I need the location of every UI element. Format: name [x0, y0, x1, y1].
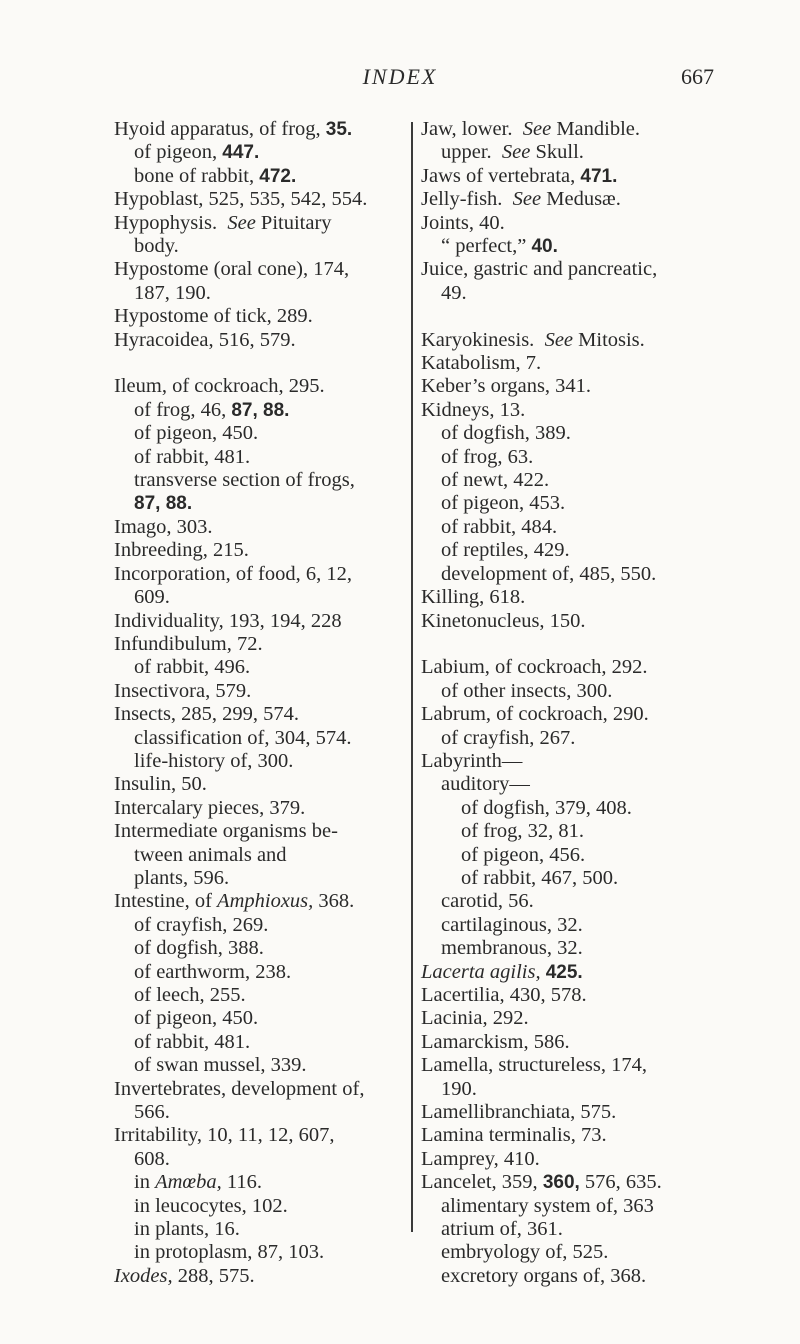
entry-text: Medusæ. [541, 188, 621, 211]
bold-page-ref: 87, 88. [134, 493, 193, 515]
italic-text: Lacerta agilis, [421, 960, 541, 983]
index-entry [421, 1054, 721, 1077]
index-entry [421, 352, 721, 375]
entry-text: of frog, 46, [134, 398, 232, 421]
entry-text: Kidneys, 13. [421, 398, 526, 421]
entry-text: Killing, 618. [421, 586, 526, 609]
entry-text: Jaws of vertebrata, [421, 164, 581, 187]
index-subentry [114, 165, 410, 188]
index-subentry [421, 1218, 721, 1241]
entry-text: of crayfish, 269. [134, 913, 269, 936]
index-entry [114, 680, 410, 703]
entry-text: bone of rabbit, [134, 164, 260, 187]
index-entry [421, 399, 721, 422]
index-entry [421, 212, 721, 235]
index-subentry [114, 446, 410, 469]
index-entry [114, 773, 410, 796]
entry-text: Imago, 303. [114, 515, 213, 538]
index-subentry [421, 1078, 721, 1101]
index-entry [421, 1148, 721, 1171]
entry-text: Labrum, of cockroach, 290. [421, 703, 649, 726]
entry-text: plants, 596. [134, 866, 230, 889]
entry-text: 288, 575. [172, 1264, 255, 1287]
index-entry [114, 329, 410, 352]
entry-text: “ perfect,” [441, 235, 532, 258]
entry-text: 609. [134, 586, 170, 609]
index-subentry [421, 492, 721, 515]
entry-text: Hypostome (oral cone), 174, [114, 258, 350, 281]
entry-text: Intercalary pieces, 379. [114, 796, 306, 819]
index-subentry [114, 282, 410, 305]
entry-text: life-history of, 300. [134, 749, 294, 772]
index-subentry [114, 235, 410, 258]
index-entry [421, 610, 721, 633]
entry-text: 187, 190. [134, 281, 211, 304]
entry-text: Inbreeding, 215. [114, 539, 249, 562]
bold-page-ref: 40. [531, 236, 558, 258]
index-entry [114, 633, 410, 656]
index-entry [421, 961, 721, 984]
entry-text: Lamprey, 410. [421, 1147, 540, 1170]
entry-text: of leech, 255. [134, 984, 246, 1007]
entry-text: of swan mussel, 339. [134, 1054, 307, 1077]
entry-text: of other insects, 300. [441, 679, 613, 702]
index-subentry [421, 563, 721, 586]
entry-text: Incorporation, of food, 6, 12, [114, 562, 352, 585]
italic-text: See [227, 211, 256, 234]
bold-page-ref: 35. [325, 119, 353, 140]
index-column-right [421, 118, 721, 1288]
index-entry [421, 1031, 721, 1054]
entry-text: Lamina terminalis, 73. [421, 1124, 607, 1147]
entry-text: Kinetonucleus, 150. [421, 609, 586, 632]
entry-text: 576, 635. [579, 1171, 662, 1194]
entry-text: of dogfish, 388. [134, 937, 264, 960]
index-subentry [114, 1031, 410, 1054]
bold-page-ref: 425. [545, 961, 583, 983]
index-subentry [421, 1241, 721, 1264]
entry-text: Lacertilia, 430, 578. [421, 984, 587, 1006]
index-entry [421, 1124, 721, 1147]
entry-text: Insulin, 50. [114, 773, 207, 796]
entry-text: Mitosis. [573, 328, 645, 351]
entry-text: auditory— [441, 773, 530, 796]
entry-text: Hypophysis. [114, 211, 228, 234]
entry-text: Mandible. [551, 118, 641, 140]
index-entry [421, 984, 721, 1007]
entry-text: of rabbit, 496. [134, 656, 251, 679]
section-gap [114, 352, 410, 375]
index-subentry [421, 914, 721, 937]
index-entry [114, 539, 410, 562]
bold-page-ref: 87, 88. [231, 399, 290, 421]
index-subentry [114, 399, 410, 422]
index-subentry [114, 1241, 410, 1264]
bold-page-ref: 472. [259, 165, 297, 187]
entry-text: Labium, of cockroach, 292. [421, 656, 648, 679]
italic-text: Amœba, [155, 1171, 222, 1194]
bold-page-ref: 471. [580, 165, 618, 187]
entry-text: cartilaginous, 32. [441, 913, 583, 936]
page-number: 667 [681, 64, 714, 89]
entry-text: body. [134, 235, 179, 258]
entry-text: Individuality, 193, 194, 228 [114, 609, 342, 632]
index-entry [114, 258, 410, 281]
bold-page-ref: 447. [222, 142, 260, 164]
entry-text: of dogfish, 389. [441, 422, 571, 445]
index-subentry [114, 914, 410, 937]
index-column-left [114, 118, 410, 1288]
index-subentry [114, 1054, 410, 1077]
entry-text: in leucocytes, 102. [134, 1194, 288, 1217]
index-entry [421, 750, 721, 773]
index-entry [421, 375, 721, 398]
entry-text: carotid, 56. [441, 890, 534, 913]
entry-text: Joints, 40. [421, 211, 505, 234]
italic-text: See [501, 141, 531, 164]
entry-text: of pigeon, [134, 141, 223, 164]
column-divider [411, 122, 413, 1232]
entry-text: Insects, 285, 299, 574. [114, 703, 300, 726]
index-subentry [114, 656, 410, 679]
index-subentry [114, 492, 410, 515]
index-entry [114, 703, 410, 726]
index-subentry [421, 422, 721, 445]
index-entry [114, 118, 410, 141]
index-entry [421, 1101, 721, 1124]
index-subentry [114, 1195, 410, 1218]
index-entry [114, 563, 410, 586]
index-subentry [114, 1148, 410, 1171]
entry-text: 608. [134, 1147, 170, 1170]
index-subentry [421, 446, 721, 469]
entry-text: in [134, 1171, 156, 1194]
entry-text: Lancelet, 359, [421, 1171, 543, 1194]
index-subentry [421, 680, 721, 703]
index-subentry [421, 797, 721, 820]
entry-text: of crayfish, 267. [441, 726, 576, 749]
entry-text: Lamarckism, 586. [421, 1030, 570, 1053]
italic-text: See [522, 118, 552, 140]
index-subentry [114, 1218, 410, 1241]
index-subentry [421, 773, 721, 796]
section-gap [421, 633, 721, 656]
entry-text: Jaw, lower. [421, 118, 523, 140]
index-entry [421, 586, 721, 609]
entry-text: Intestine, of [114, 890, 218, 913]
index-entry [421, 656, 721, 679]
index-entry [421, 1007, 721, 1030]
index-entry [421, 118, 721, 141]
entry-text: Hyracoidea, 516, 579. [114, 328, 296, 351]
index-subentry [114, 1101, 410, 1124]
italic-text: See [544, 328, 574, 351]
entry-text: upper. [441, 141, 502, 164]
index-entry [421, 1171, 721, 1194]
index-subentry [421, 141, 721, 164]
entry-text: membranous, 32. [441, 937, 583, 960]
entry-text: of pigeon, 450. [134, 422, 259, 445]
entry-text: Lacinia, 292. [421, 1007, 529, 1030]
entry-text: Skull. [530, 141, 584, 164]
index-subentry [114, 984, 410, 1007]
index-subentry [114, 586, 410, 609]
running-head: INDEX [362, 64, 438, 89]
entry-text: of frog, 32, 81. [461, 820, 584, 843]
index-entry [421, 258, 721, 281]
entry-text: Karyokinesis. [421, 328, 545, 351]
italic-text: Ixodes, [114, 1264, 173, 1287]
entry-text: Hyoid apparatus, of frog, [114, 118, 326, 140]
entry-text: of earthworm, 238. [134, 960, 292, 983]
entry-text: of rabbit, 481. [134, 445, 251, 468]
entry-text: Keber’s organs, 341. [421, 375, 592, 398]
entry-text: Ileum, of cockroach, 295. [114, 375, 325, 398]
entry-text: Pituitary [255, 211, 332, 234]
entry-text: Lamellibranchiata, 575. [421, 1101, 617, 1124]
index-subentry [114, 961, 410, 984]
index-entry [421, 188, 721, 211]
entry-text: of pigeon, 456. [461, 843, 586, 866]
entry-text: 190. [441, 1077, 477, 1100]
index-subentry [421, 1195, 721, 1218]
index-subentry [114, 1007, 410, 1030]
index-entry [114, 375, 410, 398]
entry-text: tween animals and [134, 843, 287, 866]
index-subentry [114, 937, 410, 960]
index-subentry [421, 516, 721, 539]
index-entry [114, 820, 410, 843]
index-subentry [421, 727, 721, 750]
entry-text: atrium of, 361. [441, 1218, 563, 1241]
index-subentry [421, 820, 721, 843]
entry-text: transverse section of frogs, [134, 469, 355, 492]
index-subentry [114, 750, 410, 773]
index-subentry [421, 235, 721, 258]
index-entry [114, 1124, 410, 1147]
entry-text: 116. [221, 1171, 262, 1194]
entry-text: 49. [441, 281, 467, 304]
index-subentry [421, 469, 721, 492]
index-subentry [114, 469, 410, 492]
index-subentry [114, 844, 410, 867]
entry-text: 368. [313, 890, 355, 913]
entry-text: Juice, gastric and pancreatic, [421, 258, 658, 281]
index-subentry [114, 727, 410, 750]
entry-text: Katabolism, 7. [421, 352, 542, 375]
entry-text: of pigeon, 450. [134, 1007, 259, 1030]
entry-text: Irritability, 10, 11, 12, 607, [114, 1124, 335, 1147]
entry-text: of rabbit, 481. [134, 1030, 251, 1053]
entry-text: Intermediate organisms be- [114, 820, 338, 843]
italic-text: Amphioxus, [217, 890, 314, 913]
section-gap [421, 305, 721, 328]
index-entry [114, 212, 410, 235]
entry-text: in plants, 16. [134, 1218, 240, 1241]
index-entry [114, 1265, 410, 1288]
entry-text: Lamella, structureless, 174, [421, 1054, 648, 1077]
entry-text: Jelly-fish. [421, 188, 513, 211]
index-entry [114, 1078, 410, 1101]
italic-text: See [512, 188, 542, 211]
entry-text: of rabbit, 467, 500. [461, 866, 619, 889]
index-subentry [114, 422, 410, 445]
entry-text: of reptiles, 429. [441, 539, 570, 562]
index-entry [421, 165, 721, 188]
entry-text: Infundibulum, 72. [114, 632, 263, 655]
index-subentry [421, 937, 721, 960]
entry-text: Insectivora, 579. [114, 679, 252, 702]
index-subentry [421, 890, 721, 913]
index-entry [114, 890, 410, 913]
entry-text: 566. [134, 1101, 170, 1124]
entry-text: Invertebrates, development of, [114, 1077, 365, 1100]
index-entry [114, 516, 410, 539]
entry-text: in protoplasm, 87, 103. [134, 1241, 325, 1264]
entry-text: excretory organs of, 368. [441, 1264, 647, 1287]
index-subentry [421, 1265, 721, 1288]
index-subentry [421, 867, 721, 890]
entry-text: of rabbit, 484. [441, 515, 558, 538]
entry-text: of newt, 422. [441, 469, 550, 492]
index-subentry [421, 844, 721, 867]
index-entry [421, 703, 721, 726]
index-subentry [114, 1171, 410, 1194]
index-entry [114, 305, 410, 328]
index-entry [114, 797, 410, 820]
entry-text: development of, 485, 550. [441, 562, 657, 585]
entry-text: embryology of, 525. [441, 1241, 609, 1264]
entry-text: Hypostome of tick, 289. [114, 305, 313, 328]
bold-page-ref: 360, [542, 1172, 580, 1194]
index-entry [421, 329, 721, 352]
index-subentry [421, 282, 721, 305]
entry-text: of dogfish, 379, 408. [461, 796, 632, 819]
entry-text: alimentary system of, 363 [441, 1194, 654, 1217]
index-entry [114, 188, 410, 211]
entry-text: of frog, 63. [441, 445, 534, 468]
index-subentry [114, 867, 410, 890]
entry-text: Labyrinth— [421, 749, 523, 772]
entry-text: of pigeon, 453. [441, 492, 566, 515]
index-subentry [114, 141, 410, 164]
index-entry [114, 610, 410, 633]
entry-text: classification of, 304, 574. [134, 726, 352, 749]
entry-text: Hypoblast, 525, 535, 542, 554. [114, 188, 368, 211]
index-subentry [421, 539, 721, 562]
